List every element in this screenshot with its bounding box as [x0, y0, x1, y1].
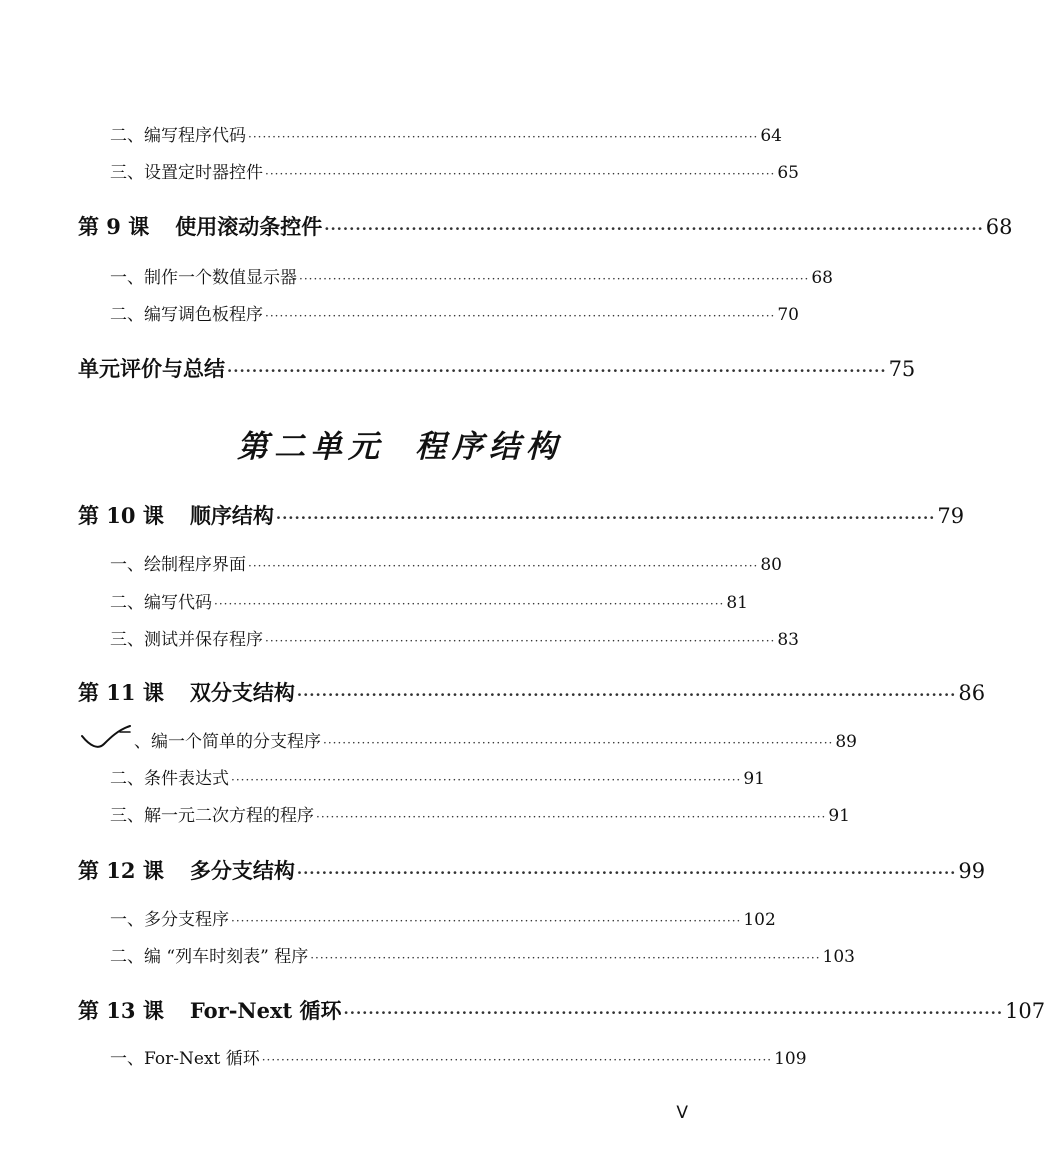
entry-page-number: 80	[760, 555, 782, 575]
entry-title: 二、编写调色板程序	[110, 305, 263, 325]
entry-page-number: 109	[774, 1049, 807, 1069]
entry-title: 一、绘制程序界面	[110, 555, 246, 575]
unit-title: 程序结构	[415, 429, 563, 465]
toc-entry	[110, 158, 799, 183]
toc-entry	[110, 263, 833, 288]
entry-page-number: 70	[777, 305, 799, 325]
entry-page-number: 86	[958, 681, 986, 705]
dot-leader: ··········································································································	[248, 559, 759, 573]
entry-title: 二、编 “列车时刻表” 程序	[110, 947, 309, 967]
entry-page-number: 99	[958, 859, 986, 883]
entry-page-number: 102	[743, 910, 776, 930]
lesson-title: 双分支结构	[189, 680, 295, 705]
dot-leader: ··········································································································	[316, 810, 827, 824]
entry-title: 一、制作一个数值显示器	[110, 268, 297, 288]
entry-page-number: 64	[760, 126, 782, 146]
lesson-title: 使用滚动条控件	[175, 214, 323, 239]
entry-page-number: 91	[828, 806, 850, 826]
lesson-number: 第 10 课	[78, 503, 164, 528]
lesson-number: 第 12 课	[78, 858, 164, 883]
toc-lesson-entry	[78, 677, 986, 707]
toc-entry	[110, 727, 857, 752]
dot-leader: ··········································································································	[265, 167, 776, 181]
dot-leader: ··········································································································	[296, 864, 957, 882]
toc-entry	[110, 1044, 807, 1069]
lesson-number: 第 13 课	[78, 998, 164, 1023]
entry-page-number: 107	[1005, 999, 1045, 1023]
entry-page-number: 103	[822, 947, 855, 967]
lesson-title: 顺序结构	[189, 503, 274, 528]
toc-entry	[110, 121, 782, 146]
entry-page-number: 89	[835, 732, 857, 752]
dot-leader: ··········································································································	[343, 1004, 1004, 1022]
dot-leader: ··········································································································	[261, 1053, 773, 1067]
unit-number: 第二单元	[237, 429, 385, 465]
lesson-title: 多分支结构	[189, 858, 295, 883]
entry-title: 单元评价与总结	[78, 356, 225, 381]
entry-title: 二、条件表达式	[110, 769, 229, 789]
toc-entry	[110, 764, 765, 789]
dot-leader: ··········································································································	[227, 362, 887, 380]
entry-page-number: 91	[743, 769, 765, 789]
toc-entry	[110, 550, 782, 575]
entry-page-number: 65	[777, 163, 799, 183]
entry-page-number: 68	[811, 268, 833, 288]
dot-leader: ··········································································································	[296, 686, 957, 704]
entry-title: 一、For-Next 循环	[110, 1049, 260, 1069]
entry-page-number: 83	[777, 630, 799, 650]
entry-page-number: 81	[726, 593, 748, 613]
dot-leader: ··········································································································	[275, 509, 936, 527]
dot-leader: ··········································································································	[310, 951, 821, 965]
dot-leader: ··········································································································	[323, 736, 834, 750]
lesson-title: For-Next 循环	[189, 998, 342, 1023]
toc-lesson-entry	[78, 500, 965, 530]
entry-title: 三、测试并保存程序	[110, 630, 263, 650]
toc-entry	[110, 905, 776, 930]
entry-page-number: 79	[937, 504, 965, 528]
unit-heading	[0, 421, 800, 466]
entry-page-number: 68	[985, 215, 1013, 239]
dot-leader: ··········································································································	[324, 220, 984, 238]
dot-leader: ··········································································································	[231, 773, 742, 787]
entry-title: 、编一个简单的分支程序	[134, 732, 321, 752]
toc-entry	[110, 942, 855, 967]
toc-unit-summary-entry	[78, 353, 916, 383]
entry-title: 三、设置定时器控件	[110, 163, 263, 183]
dot-leader: ··········································································································	[299, 272, 810, 286]
toc-lesson-entry	[78, 995, 1045, 1025]
entry-title: 三、解一元二次方程的程序	[110, 806, 314, 826]
dot-leader: ··········································································································	[231, 914, 742, 928]
toc-lesson-entry	[78, 211, 1013, 241]
toc-entry	[110, 300, 799, 325]
toc-entry	[110, 625, 799, 650]
dot-leader: ··········································································································	[265, 634, 776, 648]
toc-entry	[110, 588, 748, 613]
entry-title: 二、编写程序代码	[110, 126, 246, 146]
lesson-number: 第 9 课	[78, 214, 150, 239]
page-footer-numeral: V	[676, 1103, 688, 1123]
entry-title: 一、多分支程序	[110, 910, 229, 930]
dot-leader: ··········································································································	[265, 309, 776, 323]
lesson-number: 第 11 课	[78, 680, 164, 705]
dot-leader: ··········································································································	[214, 597, 725, 611]
entry-title: 二、编写代码	[110, 593, 212, 613]
toc-entry	[110, 801, 850, 826]
dot-leader: ··········································································································	[248, 130, 759, 144]
entry-page-number: 75	[888, 357, 916, 381]
toc-lesson-entry	[78, 855, 986, 885]
